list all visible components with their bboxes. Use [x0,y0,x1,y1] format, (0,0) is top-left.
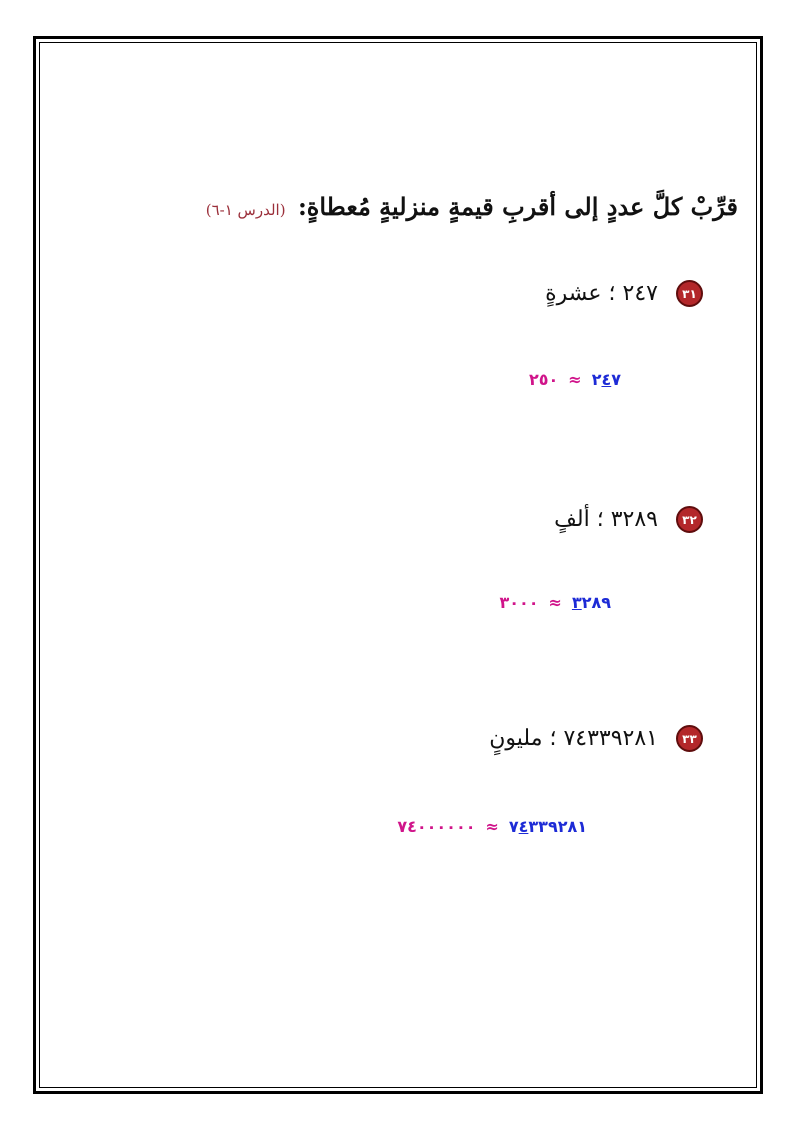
question-31 [545,280,703,307]
answer-33 [397,817,587,836]
underlined-digit: ٤ [601,370,612,389]
question-number-badge [676,725,703,752]
question-number: ٣٣ [682,731,697,746]
digits-start: ٢ [591,370,602,389]
answer-31 [529,370,621,389]
digits-end: ٧ [611,370,621,389]
question-32 [554,506,703,533]
digits-end: ٢٨٩ [581,593,611,612]
underlined-digit: ٣ [571,593,582,612]
lesson-reference: (الدرس ١-٦) [205,201,286,219]
instruction-heading [206,192,738,221]
underlined-digit: ٤ [518,817,529,836]
original-number [572,593,611,612]
answer-32 [499,593,611,612]
question-prompt: ٧٤٣٣٩٢٨١ ؛ مليونٍ [489,726,658,751]
question-number: ٣٢ [682,512,697,527]
question-33 [489,725,703,752]
approx-sign: ≈ [485,817,499,836]
question-number: ٣١ [682,286,697,301]
question-prompt: ٢٤٧ ؛ عشرةٍ [545,281,658,306]
approx-sign: ≈ [568,370,582,389]
original-number [509,817,587,836]
question-number-badge [676,506,703,533]
instruction-text: قرِّبْ كلَّ عددٍ إلى أقربِ قيمةٍ منزليةٍ مُعطاةٍ: [297,192,738,221]
rounded-number: ٧٤٠٠٠٠٠٠ [397,817,476,836]
original-number [592,370,621,389]
digits-start: ٧ [508,817,519,836]
question-prompt: ٣٢٨٩ ؛ ألفٍ [554,507,658,532]
rounded-number: ٢٥٠ [529,370,559,389]
rounded-number: ٣٠٠٠ [499,593,539,612]
approx-sign: ≈ [548,593,562,612]
question-number-badge [676,280,703,307]
digits-end: ٣٣٩٢٨١ [528,817,587,836]
